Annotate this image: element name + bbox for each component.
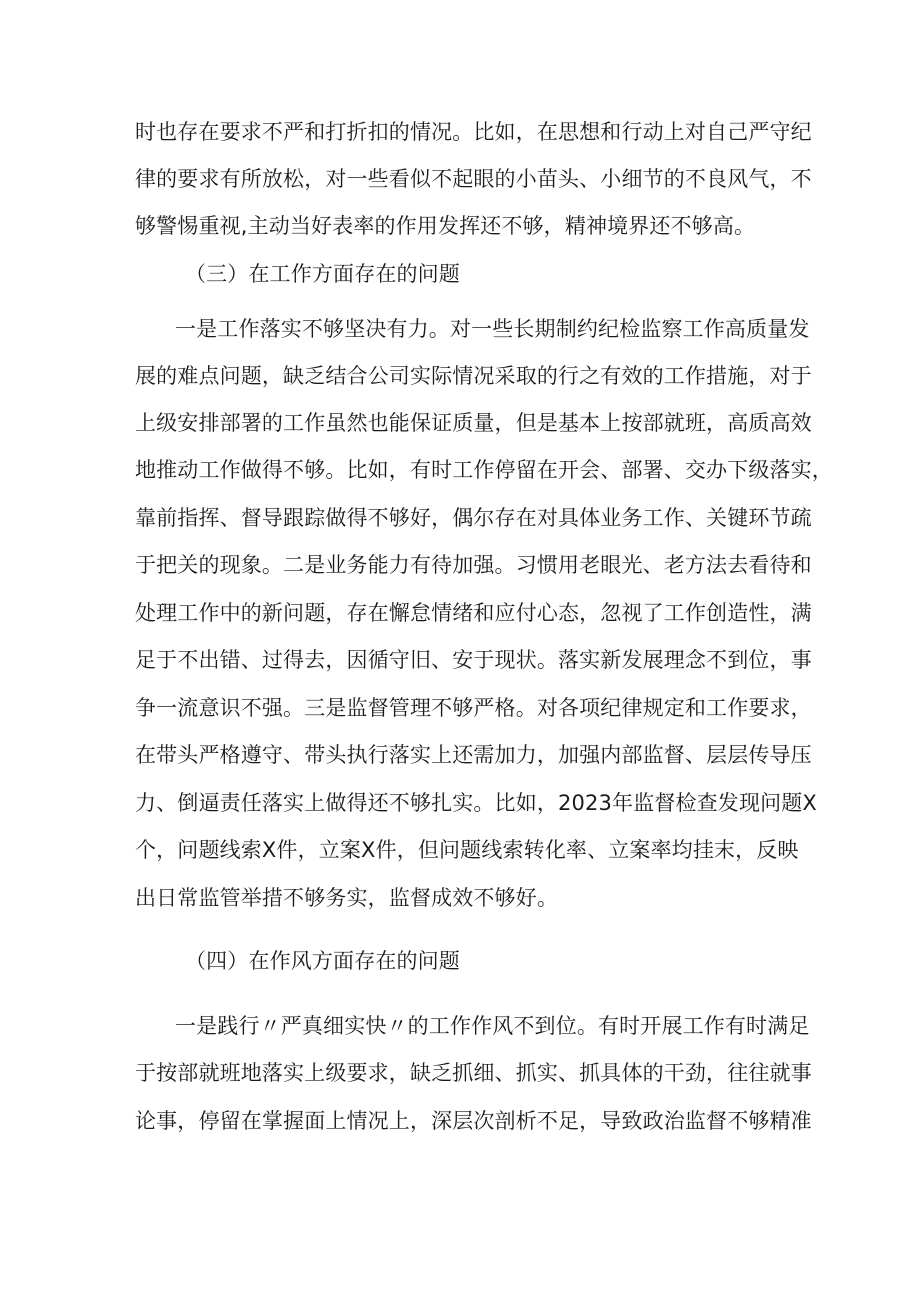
body-text-line: 展的难点问题，缺乏结合公司实际情况采取的行之有效的工作措施，对于 xyxy=(135,364,812,388)
body-text-line: 靠前指挥、督导跟踪做得不够好，偶尔存在对具体业务工作、关键环节疏 xyxy=(135,506,812,530)
body-text-line: 律的要求有所放松，对一些看似不起眼的小苗头、小细节的不良风气，不 xyxy=(135,167,812,191)
body-text-line: 够警惕重视,主动当好表率的作用发挥还不够，精神境界还不够高。 xyxy=(135,214,756,238)
body-text-line: 个，问题线索X件，立案X件，但问题线索转化率、立案率均挂末，反映 xyxy=(135,838,799,862)
body-text-line: 一是践行〃严真细实快〃的工作作风不到位。有时开展工作有时满足 xyxy=(175,1014,810,1038)
section-heading-3: （三）在工作方面存在的问题 xyxy=(185,262,460,286)
body-text-line: 力、倒逼责任落实上做得还不够扎实。比如，2023年监督检查发现问题X xyxy=(135,791,817,815)
body-text-line: 时也存在要求不严和打折扣的情况。比如，在思想和行动上对自己严守纪 xyxy=(135,120,812,144)
section-heading-4: （四）在作风方面存在的问题 xyxy=(185,949,460,973)
body-text-line: 足于不出错、过得去，因循守旧、安于现状。落实新发展理念不到位，事 xyxy=(135,648,812,672)
body-text-line: 在带头严格遵守、带头执行落实上还需加力，加强内部监督、层层传导压 xyxy=(135,743,812,767)
body-text-line: 于把关的现象。二是业务能力有待加强。习惯用老眼光、老方法去看待和 xyxy=(135,553,812,577)
body-text-line: 一是工作落实不够坚决有力。对一些长期制约纪检监察工作高质量发 xyxy=(175,317,810,341)
body-text-line: 地推动工作做得不够。比如，有时工作停留在开会、部署、交办下级落实， xyxy=(135,458,833,482)
body-text-line: 处理工作中的新问题，存在懈怠情绪和应付心态，忽视了工作创造性，满 xyxy=(135,601,812,625)
body-text-line: 论事，停留在掌握面上情况上，深层次剖析不足，导致政治监督不够精准 xyxy=(135,1109,812,1133)
body-text-line: 争一流意识不强。三是监督管理不够严格。对各项纪律规定和工作要求， xyxy=(135,696,812,720)
body-text-line: 上级安排部署的工作虽然也能保证质量，但是基本上按部就班，高质高效 xyxy=(135,411,812,435)
body-text-line: 出日常监管举措不够务实，监督成效不够好。 xyxy=(135,886,558,910)
body-text-line: 于按部就班地落实上级要求，缺乏抓细、抓实、抓具体的干劲，往往就事 xyxy=(135,1061,812,1085)
